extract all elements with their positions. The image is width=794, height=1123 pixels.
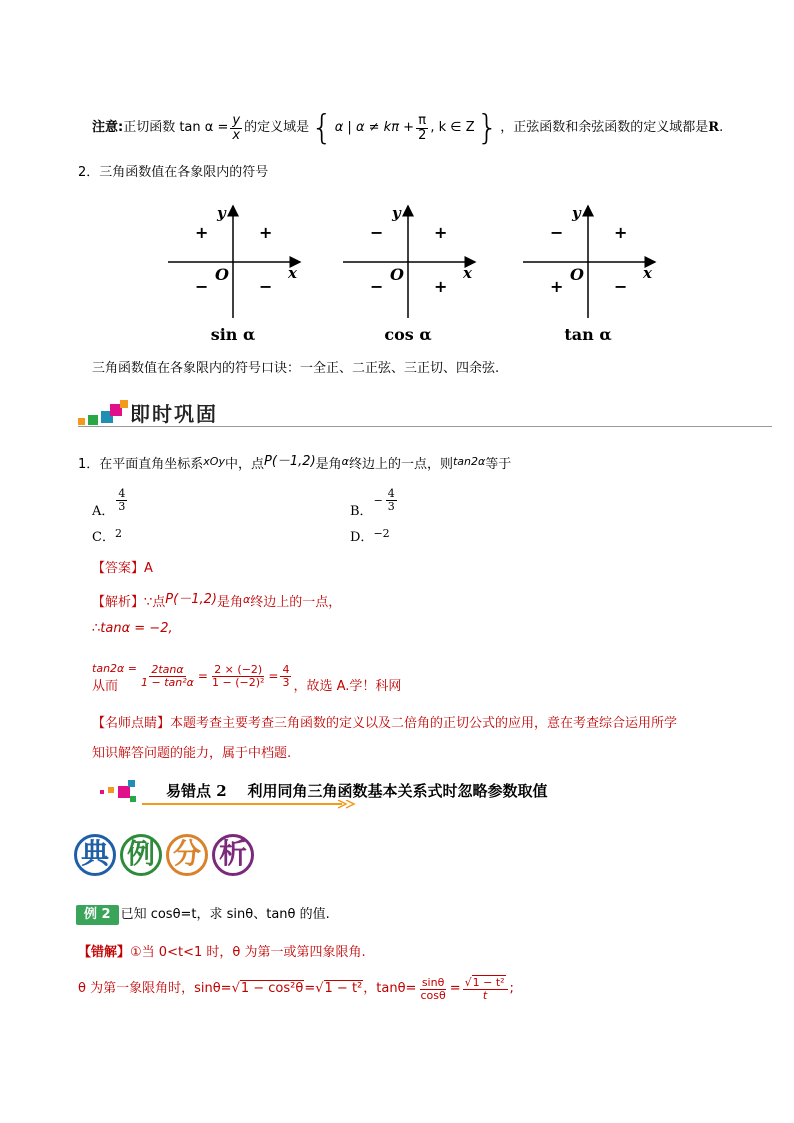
answer-label: 【答案】 [92,561,145,576]
fraction-2 [210,664,266,688]
option-b-fraction [386,488,397,512]
fr-den: cosθ [420,988,446,1002]
fr2-den: t [482,988,488,1002]
q1-stem [78,453,511,474]
comment-label: 【名师点睛】 [92,716,171,731]
quadrant-sign: − [370,223,384,242]
sin-over-cos [418,977,447,1001]
pitfall-dot-1 [100,790,104,794]
analysis-c: 终边上的一点， [250,595,342,610]
quadrant-diagrams [160,200,670,350]
sqrt-2: √1 − t² [315,980,363,996]
analysis-label: 【解析】 [92,595,145,610]
fraction-3 [280,664,291,688]
q1-xoy: xOy [203,455,225,468]
wrong-solution-line-2 [78,968,514,1010]
real-set-R: R [708,119,720,135]
frac-num: y [232,112,241,128]
option-a-den: 3 [118,500,126,513]
quadrant-sign: − [370,277,384,296]
example-2-line [76,905,330,925]
tan-line: ∴tanα = −2, [92,621,173,636]
quadrant-sign: − [259,277,273,296]
q1-stem-b: 中，点 [224,457,264,472]
seal-char-2: 例 [120,834,162,876]
f1-num: 2tanα [151,662,184,676]
pitfall-banner [100,776,660,810]
q1-stem-d: 终边上的一点，则 [348,457,453,472]
section-2-title: 2．三角函数值在各象限内的符号 [78,165,269,180]
fraction-1 [139,664,196,688]
origin-label: O [570,265,584,284]
option-b-num: 4 [387,487,395,501]
line2-c: ，tanθ= [363,980,417,996]
note-text-2: 的定义域是 [244,119,310,135]
note-text: 正切函数 tan α = [123,119,229,135]
f2-num: 2 × (−2) [214,662,263,676]
y-axis-label: y [572,204,581,222]
wrong-label: 【错解】 [78,945,131,960]
fr2-num: 1 − t² [472,975,505,989]
sqrt-1-content: 1 − cos²θ [240,980,304,996]
sqrt-2-content: 1 − t² [324,980,363,996]
quadrant-sign: + [259,223,273,242]
y-axis-label: y [392,204,401,222]
fraction-y-over-x [230,114,242,142]
quadrant-sign: + [614,223,628,242]
option-c[interactable] [92,526,122,545]
example-analysis-heading [74,832,254,876]
equals-3: = [449,980,461,996]
banner-square-green [88,415,98,425]
quadrant-sign: − [195,277,209,296]
function-label: cos α [384,325,432,344]
set-tail: , k ∈ Z [430,119,475,135]
q1-alpha: α [341,455,349,468]
fraction-pi-over-2 [416,114,428,142]
quadrant-sign: + [550,277,564,296]
equation-line [92,652,401,700]
option-a-fraction [116,488,127,512]
origin-label: O [390,265,404,284]
analysis-b: 是角 [216,595,243,610]
option-d-value: −2 [373,527,390,540]
analysis-a: ∵点 [144,595,166,610]
eq-lhs: tan2α = [92,662,138,676]
answer-value: A [144,561,153,576]
q1-point: P(－1,2) [263,454,316,469]
example-2-text: 已知 cosθ=t，求 sinθ、tanθ 的值. [120,907,330,922]
seal-char-3: 分 [166,834,208,876]
set-expression: α | α ≠ kπ + [334,119,415,135]
option-c-label: C． [92,530,115,545]
line2-tail: ; [509,980,514,996]
pitfall-title: 易错点 2 利用同角三角函数基本关系式时忽略参数取值 [166,782,548,800]
quadrant-sign: − [614,277,628,296]
fr2-num-wrap: √1 − t² [463,977,508,990]
f1-den: 1 − tan²α [141,675,194,689]
option-b-sign: − [373,494,383,507]
fr-num: sinθ [421,975,445,989]
f3-den: 3 [282,675,290,689]
option-a-num: 4 [118,487,126,501]
x-axis-label: x [288,264,297,282]
banner-square-orange-top [120,400,128,408]
note-label: 注意: [92,119,124,135]
option-d-label: D． [350,530,374,545]
analysis-alpha: α [242,593,251,606]
f3-num: 4 [282,662,290,676]
wrong-solution-line-1 [78,944,366,962]
x-axis-label: x [463,264,472,282]
seal-char-4: 析 [212,834,254,876]
origin-label: O [215,265,229,284]
f2-den: 1 − (−2)² [211,675,265,689]
analysis-line [92,591,341,612]
option-c-value: 2 [114,527,122,540]
q1-stem-c: 是角 [315,457,342,472]
quadrant-sign: + [434,277,448,296]
y-axis-label: y [217,204,226,222]
sqrt-1: √1 − cos²θ [231,980,304,996]
two-den: 2 [418,127,427,143]
equals-2: = [268,668,279,683]
q1-target: tan2α [452,455,486,468]
comment-line-1 [92,715,677,733]
mnemonic-text: 三角函数值在各象限内的符号口诀：一全正、二正弦、三正切、四余弦. [92,361,500,376]
wrong-text: ①当 0<t<1 时，θ 为第一或第四象限角. [130,945,366,960]
q1-stem-e: 等于 [485,457,512,472]
q1-stem-a: 1．在平面直角坐标系 [78,457,204,472]
quadrant-sign: + [195,223,209,242]
analysis-point: P(－1,2) [165,592,217,607]
option-a[interactable] [92,482,129,519]
line2-b: = [304,980,316,996]
quadrant-sign: + [434,223,448,242]
banner-square-orange [78,418,85,425]
x-axis-label: x [643,264,652,282]
comment-line-2: 知识解答问题的能力，属于中档题. [92,746,292,761]
pitfall-square-magenta [118,786,130,798]
note-line [92,108,742,148]
eq-tail: ，故选 A.学！科网 [293,678,402,694]
option-b[interactable] [350,482,399,519]
option-d[interactable] [350,526,390,545]
quadrant-sign: − [550,223,564,242]
option-a-label: A． [92,504,115,519]
note-text-3: ，正弦函数和余弦函数的定义域都是 [500,119,709,135]
function-label: tan α [564,325,612,344]
option-b-label: B． [350,504,373,519]
function-label: sin α [210,325,256,344]
pitfall-square-teal [128,780,135,787]
banner-instant-review [72,398,772,428]
seal-char-1: 典 [74,834,116,876]
comment-text-1: 本题考查主要考查三角函数的定义以及二倍角的正切公式的应用，意在考查综合运用所学 [170,716,678,731]
set-brace-close: } [476,108,499,148]
option-b-den: 3 [387,500,395,513]
pitfall-square-green [130,796,136,802]
frac-den: x [232,127,241,143]
answer-line [92,560,153,578]
line2-a: θ 为第一象限角时，sinθ= [78,980,232,996]
pitfall-arrow-line [142,800,362,810]
note-period: . [719,119,724,135]
example-2-tag: 例 2 [76,905,119,925]
pitfall-dot-2 [108,787,114,793]
set-brace-open: { [311,108,333,148]
equals-1: = [197,668,208,683]
banner-rule [78,426,772,427]
pi-num: π [418,112,427,128]
banner-title: 即时巩固 [130,402,218,426]
sqrt-over-t [463,977,508,1001]
from-text: 从而 [92,678,119,694]
